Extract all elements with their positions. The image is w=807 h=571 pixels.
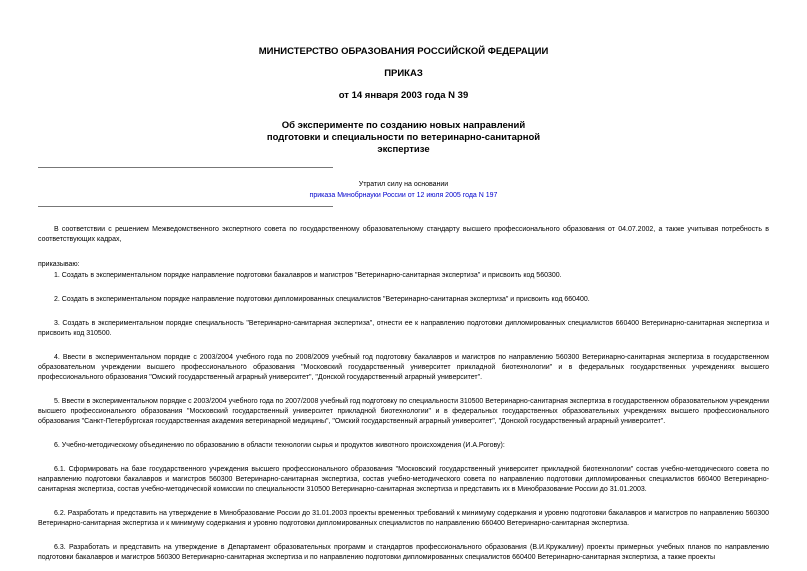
clause-6-3: 6.3. Разработать и представить на утверждение в Департамент образовательных программ и стандартов профессионального образования (В.И.Кружалину) проекты примерных учебных планов по направлению подготовки бакалавров и магистров 560300 Ветеринарно-санитарная экспертиза и по направлению подготовки дипломированных специалистов 660400 Ветеринарно-санитарная экспертиза, а также проекты [38,544,769,561]
clause-6-2: 6.2. Разработать и представить на утверждение в Минобразование России до 31.01.2003 проекты временных требований к минимуму содержания и уровню подготовки бакалавров и магистров по направлению 560300 Ветеринарно-санитарная экспертиза и к минимуму содержания и уровню подготовки дипломированных специалистов по направлению 660400 Ветеринарно-санитарная экспертиза. [38,510,769,527]
repeal-order-link[interactable]: приказа Минобрнауки России от 12 июля 2005 года N 197 [309,192,498,199]
ministry-heading: МИНИСТЕРСТВО ОБРАЗОВАНИЯ РОССИЙСКОЙ ФЕДЕРАЦИИ [258,46,549,57]
top-divider [38,167,333,168]
repeal-link-line [0,191,807,201]
repeal-note: Утратил силу на основании [358,181,449,188]
clause-6: 6. Учебно-методическому объединению по образованию в области технологии сырья и продуктов животного происхождения (И.А.Рогову): [54,442,505,449]
order-word: приказываю: [38,261,80,268]
clause-4: 4. Ввести в экспериментальном порядке с 2003/2004 учебного года по 2008/2009 учебный год подготовку бакалавров и магистров по направлению 560300 Ветеринарно-санитарная экспертиза в государственном образовательном учреждении высшего профессионального образования "Московский государственный университет прикладной биотехнологии" и в федеральных государственных учреждениях высшего профессионального образования "Омский государственный аграрный университет", "Донской государственный аграрный университет". [38,354,769,381]
clause-1: 1. Создать в экспериментальном порядке направление подготовки бакалавров и магистров "Ветеринарно-санитарная экспертиза" и присвоить код 560300. [54,272,562,279]
order-title-line-1: Об эксперименте по созданию новых направлений [281,120,526,131]
clause-3: 3. Создать в экспериментальном порядке специальность "Ветеринарно-санитарная экспертиза", отнести ее к направлению подготовки дипломированных специалистов 660400 Ветеринарно-санитарная экспертиза и присвоить код 310500. [38,320,769,337]
order-title-line-3: экспертизе [377,144,430,155]
clause-5: 5. Ввести в экспериментальном порядке с 2003/2004 учебного года по 2007/2008 учебный год подготовку по специальности 310500 Ветеринарно-санитарная экспертиза в государственном образовательном учреждении высшего профессионального образования "Московский государственный университет прикладной биотехнологии" и в федеральных государственных образовательных учреждениях высшего профессионального образования "Санкт-Петербургская государственная академия ветеринарной медицины", "Омский государственный аграрный университет", "Донской государственный аграрный университет". [38,398,769,425]
clause-6-1: 6.1. Сформировать на базе государственного учреждения высшего профессионального образования "Московский государственный университет прикладной биотехнологии" состав учебно-методического совета по направлению подготовки бакалавров и магистров 560300 Ветеринарно-санитарная экспертиза, состав учебно-методического совета по направлению подготовки дипломированных специалистов 660400 Ветеринарно-санитарная экспертиза, состав учебно-методической комиссии по специальности 310500 Ветеринарно-санитарная экспертиза и представить их в Минобразование России до 31.01.2003. [38,466,769,493]
order-title-line-2: подготовки и специальности по ветеринарно-санитарной [266,132,541,143]
date-number-heading: от 14 января 2003 года N 39 [338,90,469,101]
doc-type-heading: ПРИКАЗ [384,68,423,79]
bottom-divider [38,206,333,207]
document-body [38,225,769,563]
clause-2: 2. Создать в экспериментальном порядке направление подготовки дипломированных специалистов "Ветеринарно-санитарная экспертиза" и присвоить код 660400. [54,296,590,303]
preamble-paragraph: В соответствии с решением Межведомственного экспертного совета по государственному образовательному стандарту высшего профессионального образования от 04.07.2002, а также учитывая потребность в соответствующих кадрах, [38,226,769,243]
